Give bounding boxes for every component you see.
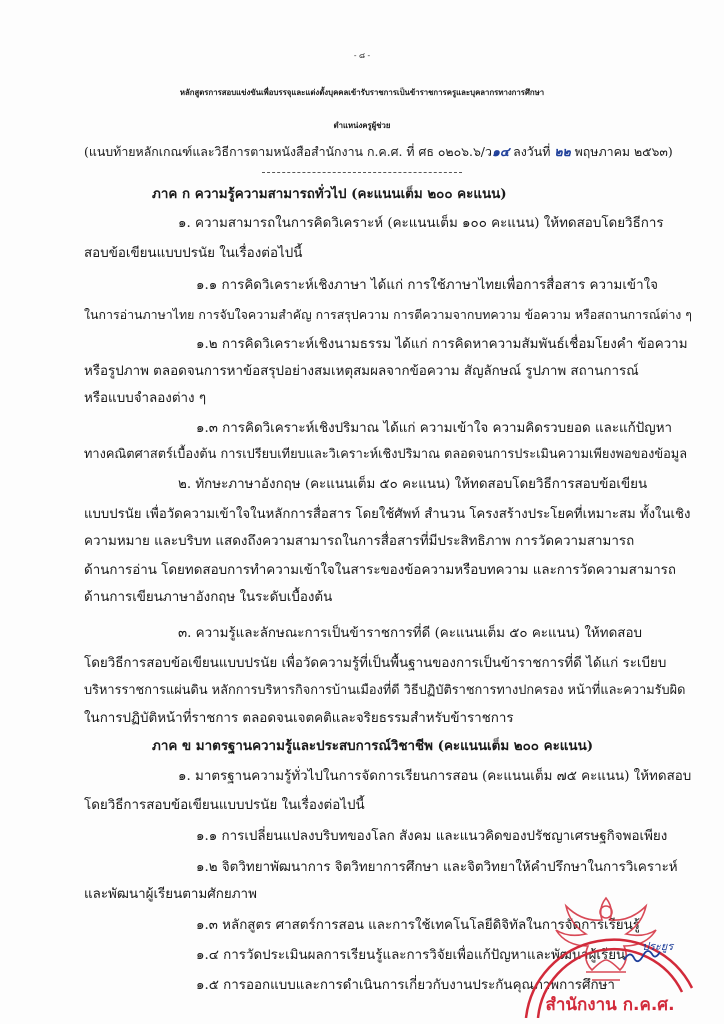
reference-day-handwritten: ๒๒: [554, 144, 571, 159]
body-text-line: ด้านการอ่าน โดยทดสอบการทำความเข้าใจในสาระของข้อความหรือบทความ และการวัดความสามารถ: [84, 563, 676, 578]
seal-stamp-text: สำนักงาน ก.ค.ศ.: [545, 995, 675, 1015]
body-text-line: ในการอ่านภาษาไทย การจับใจความสำคัญ การสรุปความ การตีความจากบทความ ข้อความ หรือสถานการณ์ต่าง ๆ: [84, 307, 692, 322]
body-text-line: ด้านการเขียนภาษาอังกฤษ ในระดับเบื้องต้น: [84, 590, 333, 605]
body-text-line: ๓. ความรู้และลักษณะการเป็นข้าราชการที่ดี (คะแนนเต็ม ๕๐ คะแนน) ให้ทดสอบ: [178, 626, 642, 641]
body-text-line: ๑.๒ การคิดวิเคราะห์เชิงนามธรรม ได้แก่ การคิดหาความสัมพันธ์เชื่อมโยงคำ ข้อความ: [196, 337, 688, 352]
reference-date-prefix: ลงวันที่: [509, 144, 555, 159]
body-text-line: ๑.๔ การวัดประเมินผลการเรียนรู้และการวิจัยเพื่อแก้ปัญหาและพัฒนาผู้เรียน: [196, 948, 626, 963]
reference-prefix: (แนบท้ายหลักเกณฑ์และวิธีการตามหนังสือสำนักงาน ก.ค.ศ. ที่ ศธ ๐๒๐๖.๖/ว: [84, 144, 492, 159]
body-text-line: โดยวิธีการสอบข้อเขียนแบบปรนัย ในเรื่องต่อไปนี้: [84, 798, 365, 813]
body-text-line: ในการปฏิบัติหน้าที่ราชการ ตลอดจนเจตคติและจริยธรรมสำหรับข้าราชการ: [84, 711, 514, 726]
body-text-line: ๑.๑ การเปลี่ยนแปลงบริบทของโลก สังคม และแนวคิดของปรัชญาเศรษฐกิจพอเพียง: [196, 829, 668, 844]
document-title: หลักสูตรการสอบแข่งขันเพื่อบรรจุและแต่งตั้งบุคคลเข้ารับราชการเป็นข้าราชการครูและบุคลากรทางการศึกษา: [179, 88, 545, 97]
body-text-line: ๑.๒ จิตวิทยาพัฒนาการ จิตวิทยาการศึกษา และจิตวิทยาให้คำปรึกษาในการวิเคราะห์: [196, 860, 678, 875]
reference-line: [84, 143, 673, 161]
body-text-line: หรือรูปภาพ ตลอดจนการหาข้อสรุปอย่างสมเหตุสมผลจากข้อความ สัญลักษณ์ รูปภาพ สถานการณ์: [84, 364, 639, 379]
body-text-line: ความหมาย และบริบท แสดงถึงความสามารถในการสื่อสารที่มีประสิทธิภาพ การวัดความสามารถ: [84, 534, 635, 549]
section-heading: ภาค ก ความรู้ความสามารถทั่วไป (คะแนนเต็ม ๒๐๐ คะแนน): [152, 186, 507, 202]
body-text-line: สอบข้อเขียนแบบปรนัย ในเรื่องต่อไปนี้: [84, 246, 303, 261]
body-text-line: โดยวิธีการสอบข้อเขียนแบบปรนัย เพื่อวัดความรู้ที่เป็นพื้นฐานของการเป็นข้าราชการที่ดี ได้แก่ ระเบียบ: [84, 656, 667, 671]
body-text-line: ทางคณิตศาสตร์เบื้องต้น การเปรียบเทียบและวิเคราะห์เชิงปริมาณ ตลอดจนการประเมินความเพียงพอของข้อมูล: [84, 447, 688, 462]
body-text-line: แบบปรนัย เพื่อวัดความเข้าใจในหลักการสื่อสาร โดยใช้ศัพท์ สำนวน โครงสร้างประโยคที่เหมาะสม ทั้งในเชิง: [84, 507, 691, 522]
body-text-line: และพัฒนาผู้เรียนตามศักยภาพ: [84, 887, 257, 902]
body-text-line: ๑.๓ หลักสูตร ศาสตร์การสอน และการใช้เทคโนโลยีดิจิทัลในการจัดการเรียนรู้: [196, 918, 640, 933]
body-text-line: ๒. ทักษะภาษาอังกฤษ (คะแนนเต็ม ๕๐ คะแนน) ให้ทดสอบโดยวิธีการสอบข้อเขียน: [178, 477, 648, 492]
reference-number-handwritten: ๑๔: [491, 144, 510, 159]
garuda-seal-stamp: [506, 868, 706, 1018]
body-text-line: ๑.๑ การคิดวิเคราะห์เชิงภาษา ได้แก่ การใช้ภาษาไทยเพื่อการสื่อสาร ความเข้าใจ: [196, 278, 658, 293]
body-text-line: ๑. มาตรฐานความรู้ทั่วไปในการจัดการเรียนการสอน (คะแนนเต็ม ๗๕ คะแนน) ให้ทดสอบ: [178, 769, 692, 784]
body-text-line: ๑. ความสามารถในการคิดวิเคราะห์ (คะแนนเต็ม ๑๐๐ คะแนน) ให้ทดสอบโดยวิธีการ: [178, 216, 664, 231]
page-number: - ๘ -: [353, 51, 371, 60]
body-text-line: ๑.๓ การคิดวิเคราะห์เชิงปริมาณ ได้แก่ ความเข้าใจ ความคิดรวบยอด และแก้ปัญหา: [196, 421, 673, 436]
section-heading: ภาค ข มาตรฐานความรู้และประสบการณ์วิชาชีพ (คะแนนเต็ม ๒๐๐ คะแนน): [152, 738, 594, 754]
document-subtitle: ตำแหน่งครูผู้ช่วย: [333, 121, 391, 130]
body-text-line: ๑.๕ การออกแบบและการดำเนินการเกี่ยวกับงานประกันคุณภาพการศึกษา: [196, 978, 615, 993]
body-text-line: หรือแบบจำลองต่าง ๆ: [84, 391, 207, 406]
body-text-line: บริหารราชการแผ่นดิน หลักการบริหารกิจการบ้านเมืองที่ดี วิธีปฏิบัติราชการทางปกครอง หน้าที่และความรับผิด: [84, 683, 686, 698]
header-divider: [262, 172, 462, 173]
signature-text: ประยูร: [642, 940, 674, 953]
reference-suffix: พฤษภาคม ๒๕๖๓): [570, 144, 673, 159]
